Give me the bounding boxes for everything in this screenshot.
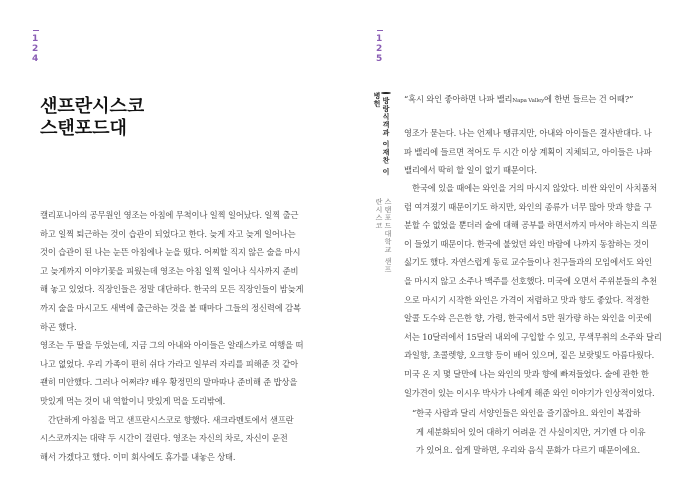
text-line: 영조가 묻는다. 나는 언제나 땡큐지만, 아내와 아이들은 결사반대다. 나 (404, 128, 652, 138)
chapter-title-line: 스탠포드대 (40, 118, 127, 139)
left-page-number (32, 30, 39, 64)
text-line: 하곤 했다. (40, 321, 77, 332)
text-line: “한국 사람과 달리 서양인들은 와인을 즐기잖아요. 와인이 복잡하 (412, 408, 641, 418)
page-number-digit: 1 (376, 34, 384, 44)
page-number-rule (33, 30, 39, 31)
text-line: 분할 수 없었을 뿐더러 술에 대해 공부를 하면서까지 마셔야 하는지 의문 (404, 220, 657, 231)
right-body-text-2 (404, 179, 688, 402)
right-page (350, 0, 700, 496)
right-body-text-1 (404, 124, 688, 180)
right-page-number (376, 30, 383, 64)
quote-line (404, 90, 688, 111)
text-line: 서는 10달러에서 15달러 내외에 구입할 수 있고, 무색무취의 소주와 달리 (404, 331, 662, 342)
text-line: 알콜 도수와 은은한 향, 가령, 한국에서 5만 원가량 하는 와인을 이곳에 (404, 313, 652, 324)
running-head-title-text: 방랑식객과 이재찬 이병헌 (373, 92, 390, 176)
quote-inline-english: Napa Valley (512, 98, 545, 104)
text-line: 럼 여겨졌기 때문이기도 하지만, 와인의 종류가 너무 많아 맛과 향을 구 (404, 201, 652, 212)
chapter-title-line: 샌프란시스코 (40, 96, 145, 117)
text-line: 을 마시지 않고 소주나 맥주를 선호했다. 미국에 오면서 주위분들의 추천 (404, 275, 657, 286)
text-line: 나고 없었다. 우리 가족이 편히 쉬다 가라고 일부러 자리를 피해준 것 같아 (40, 358, 298, 369)
text-line: 으로 마시기 시작한 와인은 가격이 저렴하고 맛과 향도 좋았다. 적정한 (404, 294, 650, 305)
text-line: 과일향, 초콜렛향, 오크향 등이 배어 있으며, 짙은 보랏빛도 아름다웠다. (404, 350, 655, 361)
running-head-subtitle (374, 198, 392, 278)
text-line (404, 90, 688, 111)
text-line: 싫기도 했다. 자연스럽게 동료 교수들이나 친구들과의 모임에서도 와인 (404, 257, 652, 268)
text-line: 캘리포니아의 공무원인 영조는 아침에 무척이나 일찍 일어났다. 일찍 출근 (40, 210, 299, 220)
text-line: 것이 습관이 된 나는 눈뜬 아침에나 눈을 떴다. 어찌할 직지 않은 술을 마시 (40, 247, 301, 258)
text-line: 고 늦게까지 이야기꽃을 피웠는데 영조는 아침 일찍 일어나 식사까지 준비 (40, 265, 299, 276)
text-line: 간단하게 아침을 먹고 샌프란시스코로 향했다. 새크라멘토에서 샌프란 (48, 414, 294, 425)
text-line: 시스코까지는 대략 두 시간이 걸린다. 영조는 자신의 차로, 자신이 운전 (40, 433, 288, 444)
text-line: 해서 가겠다고 했다. 이미 회사에도 휴가를 내놓은 상태. (40, 451, 236, 462)
page-number-digit: 4 (32, 54, 40, 64)
text-line: 일가견이 있는 이시우 박사가 나에게 해준 와인 이야기가 인상적이었다. (404, 387, 655, 398)
text-line: 하고 일찍 퇴근하는 것이 습관이 되었다고 한다. 늦게 자고 늦게 일어나는 (40, 228, 296, 239)
text-line: 맛있게 먹는 것이 내 역할이니 맛있게 먹을 도리밖에. (40, 395, 226, 406)
text-line: 이 들었기 때문이다. 한국에 불었던 와인 바람에 나까지 동참하는 것이 (404, 238, 650, 249)
text-line: 까지 술을 마시고도 새벽에 출근하는 것을 볼 때마다 그들의 정신력에 감복 (40, 302, 301, 313)
text-line: 한국에 있을 때에는 와인을 거의 마시지 않았다. 비싼 와인이 사치품처 (412, 183, 658, 193)
text-line: 영조는 두 딸을 두었는데, 지금 그의 아내와 아이들은 알래스카로 여행을 떠 (40, 340, 304, 351)
quote-tail: 에 한번 들르는 건 어때?” (544, 94, 634, 104)
text-line: 게 세분화되어 있어 대하기 어려운 건 사실이지만, 거기엔 다 이유 (416, 426, 646, 437)
text-line: 미국 온 지 몇 달만에 나는 와인의 맛과 향에 빠져들었다. 술에 관한 한 (404, 368, 649, 379)
page-number-digit: 2 (376, 44, 384, 54)
text-line: 가 있어요. 쉽게 말하면, 우리와 음식 문화가 다르기 때문이에요. (416, 445, 640, 456)
page-number-digit: 2 (32, 44, 40, 54)
chapter-title (40, 96, 144, 140)
text-line: 밸리에서 딱히 할 일이 없기 때문이다. (404, 165, 537, 176)
text-line: 파 밸리에 들르면 적어도 두 시간 이상 계획이 지체되고, 아이들은 나파 (404, 146, 652, 157)
page-number-digit: 5 (376, 54, 384, 64)
left-body-text (40, 206, 336, 466)
page-number-digit: 1 (32, 34, 40, 44)
running-head-subtitle-text: 스탠포드대학교 샌프란시스코 (375, 198, 392, 274)
text-line: 괜히 미안했다. 그러나 어쩌랴? 배우 황정민의 말마따나 준비해 준 밥상을 (40, 377, 298, 388)
page-number-rule (377, 30, 383, 31)
running-head-title (372, 92, 390, 182)
circle-icon (381, 92, 391, 94)
right-quote-block (412, 404, 688, 460)
text-line: 해 놓고 있었다. 직장인들은 정말 대단하다. 한국의 모든 직장인들이 밤늦게 (40, 284, 304, 295)
quote-lead: “혹시 와인 좋아하면 나파 밸리 (404, 94, 513, 104)
